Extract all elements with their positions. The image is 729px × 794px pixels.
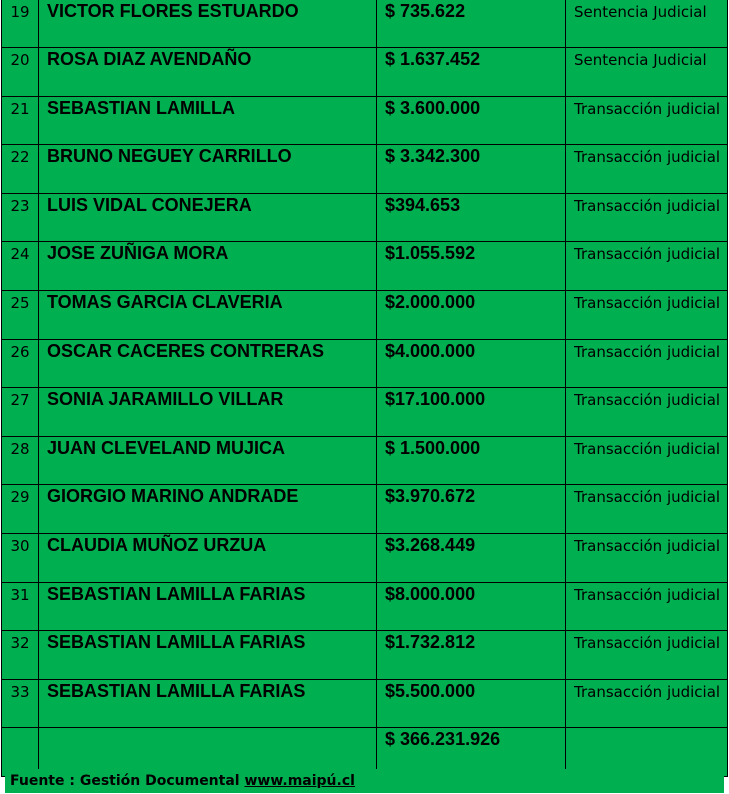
total-amount: $ 366.231.926 xyxy=(377,728,566,777)
beneficiary-name: SONIA JARAMILLO VILLAR xyxy=(39,388,377,437)
payment-amount: $3.268.449 xyxy=(377,533,566,582)
table-row xyxy=(2,193,728,242)
resolution-type: Transacción judicial xyxy=(566,193,728,242)
resolution-type: Transacción judicial xyxy=(566,145,728,194)
row-number: 28 xyxy=(2,436,39,485)
beneficiary-name: SEBASTIAN LAMILLA FARIAS xyxy=(39,631,377,680)
beneficiary-name: OSCAR CACERES CONTRERAS xyxy=(39,339,377,388)
payment-amount: $4.000.000 xyxy=(377,339,566,388)
table-row xyxy=(2,485,728,534)
table-row xyxy=(2,290,728,339)
payment-amount: $1.055.592 xyxy=(377,242,566,291)
payment-amount: $8.000.000 xyxy=(377,582,566,631)
payment-amount: $17.100.000 xyxy=(377,388,566,437)
row-number: 31 xyxy=(2,582,39,631)
resolution-type: Transacción judicial xyxy=(566,582,728,631)
resolution-type: Sentencia Judicial xyxy=(566,0,728,48)
resolution-type: Transacción judicial xyxy=(566,485,728,534)
row-number: 19 xyxy=(2,0,39,48)
beneficiary-name: JUAN CLEVELAND MUJICA xyxy=(39,436,377,485)
source-note xyxy=(5,769,724,793)
resolution-type: Transacción judicial xyxy=(566,339,728,388)
payment-amount: $1.732.812 xyxy=(377,631,566,680)
row-number: 32 xyxy=(2,631,39,680)
beneficiary-name: JOSE ZUÑIGA MORA xyxy=(39,242,377,291)
resolution-type: Transacción judicial xyxy=(566,388,728,437)
payment-amount: $ 735.622 xyxy=(377,0,566,48)
table-row xyxy=(2,48,728,97)
beneficiary-name: VICTOR FLORES ESTUARDO xyxy=(39,0,377,48)
source-link[interactable]: www.maipú.cl xyxy=(244,773,355,789)
row-number: 27 xyxy=(2,388,39,437)
table-row xyxy=(2,679,728,728)
payment-amount: $ 1.637.452 xyxy=(377,48,566,97)
payment-amount: $ 3.342.300 xyxy=(377,145,566,194)
row-number: 21 xyxy=(2,96,39,145)
payments-table xyxy=(1,0,728,777)
beneficiary-name: SEBASTIAN LAMILLA xyxy=(39,96,377,145)
payment-amount: $5.500.000 xyxy=(377,679,566,728)
payment-amount: $394.653 xyxy=(377,193,566,242)
row-number: 24 xyxy=(2,242,39,291)
table-row xyxy=(2,388,728,437)
row-number: 25 xyxy=(2,290,39,339)
table-row xyxy=(2,582,728,631)
resolution-type: Transacción judicial xyxy=(566,631,728,680)
beneficiary-name: SEBASTIAN LAMILLA FARIAS xyxy=(39,679,377,728)
table-row xyxy=(2,96,728,145)
beneficiary-name: CLAUDIA MUÑOZ URZUA xyxy=(39,533,377,582)
table-row xyxy=(2,436,728,485)
beneficiary-name: ROSA DIAZ AVENDAÑO xyxy=(39,48,377,97)
beneficiary-name: TOMAS GARCIA CLAVERIA xyxy=(39,290,377,339)
payment-amount: $3.970.672 xyxy=(377,485,566,534)
resolution-type: Transacción judicial xyxy=(566,242,728,291)
row-number: 20 xyxy=(2,48,39,97)
resolution-type: Transacción judicial xyxy=(566,96,728,145)
resolution-type: Transacción judicial xyxy=(566,533,728,582)
beneficiary-name: BRUNO NEGUEY CARRILLO xyxy=(39,145,377,194)
beneficiary-name: SEBASTIAN LAMILLA FARIAS xyxy=(39,582,377,631)
row-number: 29 xyxy=(2,485,39,534)
row-number: 30 xyxy=(2,533,39,582)
beneficiary-name: GIORGIO MARINO ANDRADE xyxy=(39,485,377,534)
resolution-type: Transacción judicial xyxy=(566,679,728,728)
row-number: 26 xyxy=(2,339,39,388)
table-row xyxy=(2,339,728,388)
table-row xyxy=(2,145,728,194)
payment-amount: $2.000.000 xyxy=(377,290,566,339)
resolution-type: Transacción judicial xyxy=(566,436,728,485)
table-row xyxy=(2,631,728,680)
table-row xyxy=(2,0,728,48)
payment-amount: $ 3.600.000 xyxy=(377,96,566,145)
row-number: 22 xyxy=(2,145,39,194)
table-row xyxy=(2,242,728,291)
beneficiary-name: LUIS VIDAL CONEJERA xyxy=(39,193,377,242)
resolution-type: Transacción judicial xyxy=(566,290,728,339)
row-number: 33 xyxy=(2,679,39,728)
payments-table-body xyxy=(2,0,728,776)
table-row xyxy=(2,533,728,582)
resolution-type: Sentencia Judicial xyxy=(566,48,728,97)
payment-amount: $ 1.500.000 xyxy=(377,436,566,485)
row-number: 23 xyxy=(2,193,39,242)
source-label: Fuente : Gestión Documental xyxy=(10,773,245,789)
